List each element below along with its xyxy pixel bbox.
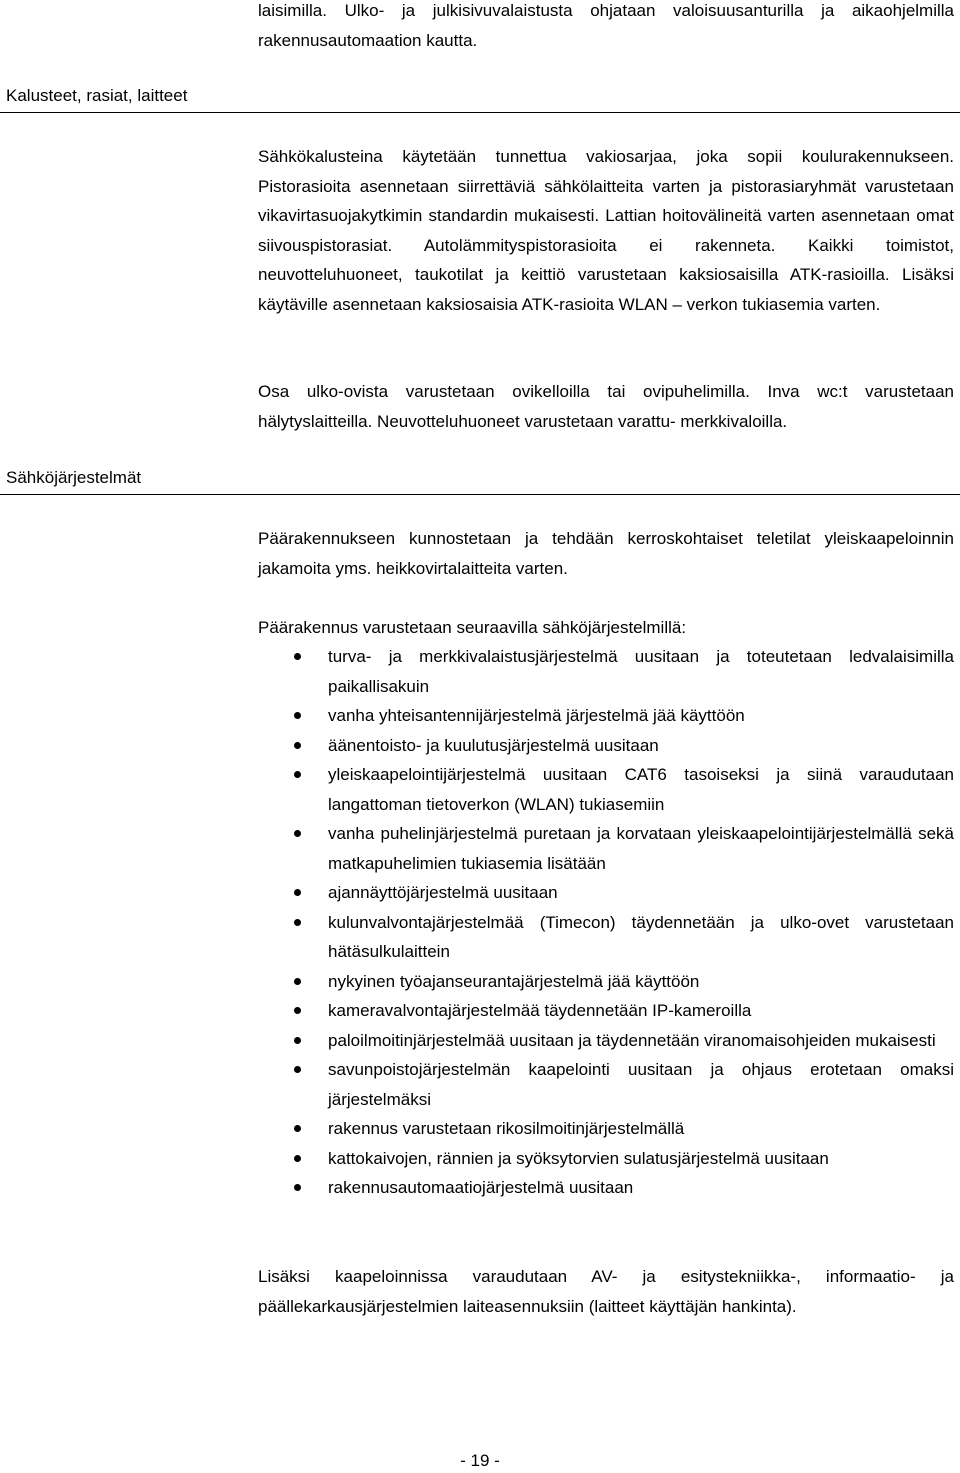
bullet-icon [294, 919, 301, 926]
paragraph-kalusteet-1: Sähkökalusteina käytetään tunnettua vakiosarjaa, joka sopii koulurakennukseen. Pistorasioita asennetaan siirrettäviä sähkölaitteita varten ja pistorasiaryhmät varustetaan vikavirtasuojakytkimin standardin mukaisesti. Lattian hoitovälineitä varten asennetaan omat siivouspistorasiat. Autolämmityspistorasioita ei rakenneta. Kaikki toimistot, neuvotteluhuoneet, taukotilat ja keittiö varustetaan kaksiosaisilla ATK-rasioilla. Lisäksi käytäville asennetaan kaksiosaisia ATK-rasioita WLAN – verkon tukiasemia varten. [258, 147, 954, 314]
list-item: äänentoisto- ja kuulutusjärjestelmä uusitaan [258, 731, 954, 761]
list-item: kameravalvontajärjestelmää täydennetään IP-kameroilla [258, 996, 954, 1026]
list-item: savunpoistojärjestelmän kaapelointi uusitaan ja ohjaus erotetaan omaksi järjestelmäksi [258, 1055, 954, 1114]
intro-paragraph: laisimilla. Ulko- ja julkisivuvalaistusta ohjataan valoisuusanturilla ja aikaohjelmilla rakennusautomaation kautta. [258, 1, 954, 50]
list-item: paloilmoitinjärjestelmää uusitaan ja täydennetään viranomaisohjeiden mukaisesti [258, 1026, 954, 1056]
bullet-icon [294, 1184, 301, 1191]
bullet-icon [294, 1066, 301, 1073]
bullet-icon [294, 889, 301, 896]
list-item: kulunvalvontajärjestelmää (Timecon) täydennetään ja ulko-ovet varustetaan hätäsulkulaittein [258, 908, 954, 967]
section-heading-sahkojarjestelmat: Sähköjärjestelmät [6, 468, 142, 487]
list-item: kattokaivojen, rännien ja syöksytorvien sulatusjärjestelmä uusitaan [258, 1144, 954, 1174]
bullet-icon [294, 653, 301, 660]
list-item: vanha puhelinjärjestelmä puretaan ja korvataan yleiskaapelointijärjestelmällä sekä matkapuhelimien tukiasemia lisätään [258, 819, 954, 878]
paragraph-kalusteet-2: Osa ulko-ovista varustetaan ovikelloilla tai ovipuhelimilla. Inva wc:t varustetaan hälytyslaitteilla. Neuvotteluhuoneet varustetaan varattu- merkkivaloilla. [258, 382, 954, 431]
list-item: ajannäyttöjärjestelmä uusitaan [258, 878, 954, 908]
bullet-icon [294, 1155, 301, 1162]
list-item: rakennus varustetaan rikosilmoitinjärjestelmällä [258, 1114, 954, 1144]
section-heading-kalusteet: Kalusteet, rasiat, laitteet [6, 86, 188, 105]
bullet-icon [294, 1125, 301, 1132]
list-item: turva- ja merkkivalaistusjärjestelmä uusitaan ja toteutetaan ledvalaisimilla paikallisakuin [258, 642, 954, 701]
bullet-icon [294, 978, 301, 985]
bullet-icon [294, 771, 301, 778]
bullet-icon [294, 742, 301, 749]
section-divider [0, 112, 960, 113]
bullet-icon [294, 830, 301, 837]
system-bullet-list [258, 642, 954, 1203]
list-item: yleiskaapelointijärjestelmä uusitaan CAT6 tasoiseksi ja siinä varaudutaan langattoman tietoverkon (WLAN) tukiasemiin [258, 760, 954, 819]
bullet-icon [294, 1037, 301, 1044]
page-number: - 19 - [460, 1451, 500, 1470]
list-item: vanha yhteisantennijärjestelmä järjestelmä jää käyttöön [258, 701, 954, 731]
list-item: rakennusautomaatiojärjestelmä uusitaan [258, 1173, 954, 1203]
paragraph-sahkojarjestelmat-2: Päärakennus varustetaan seuraavilla sähköjärjestelmillä: [258, 618, 687, 637]
paragraph-sahkojarjestelmat-1: Päärakennukseen kunnostetaan ja tehdään kerroskohtaiset teletilat yleiskaapeloinnin jakamoita yms. heikkovirtalaitteita varten. [258, 529, 954, 578]
bullet-icon [294, 712, 301, 719]
section-divider [0, 494, 960, 495]
list-item: nykyinen työajanseurantajärjestelmä jää käyttöön [258, 967, 954, 997]
bullet-icon [294, 1007, 301, 1014]
closing-paragraph: Lisäksi kaapeloinnissa varaudutaan AV- ja esitystekniikka-, informaatio- ja päällekarkausjärjestelmien laiteasennuksiin (laitteet käyttäjän hankinta). [258, 1267, 954, 1316]
